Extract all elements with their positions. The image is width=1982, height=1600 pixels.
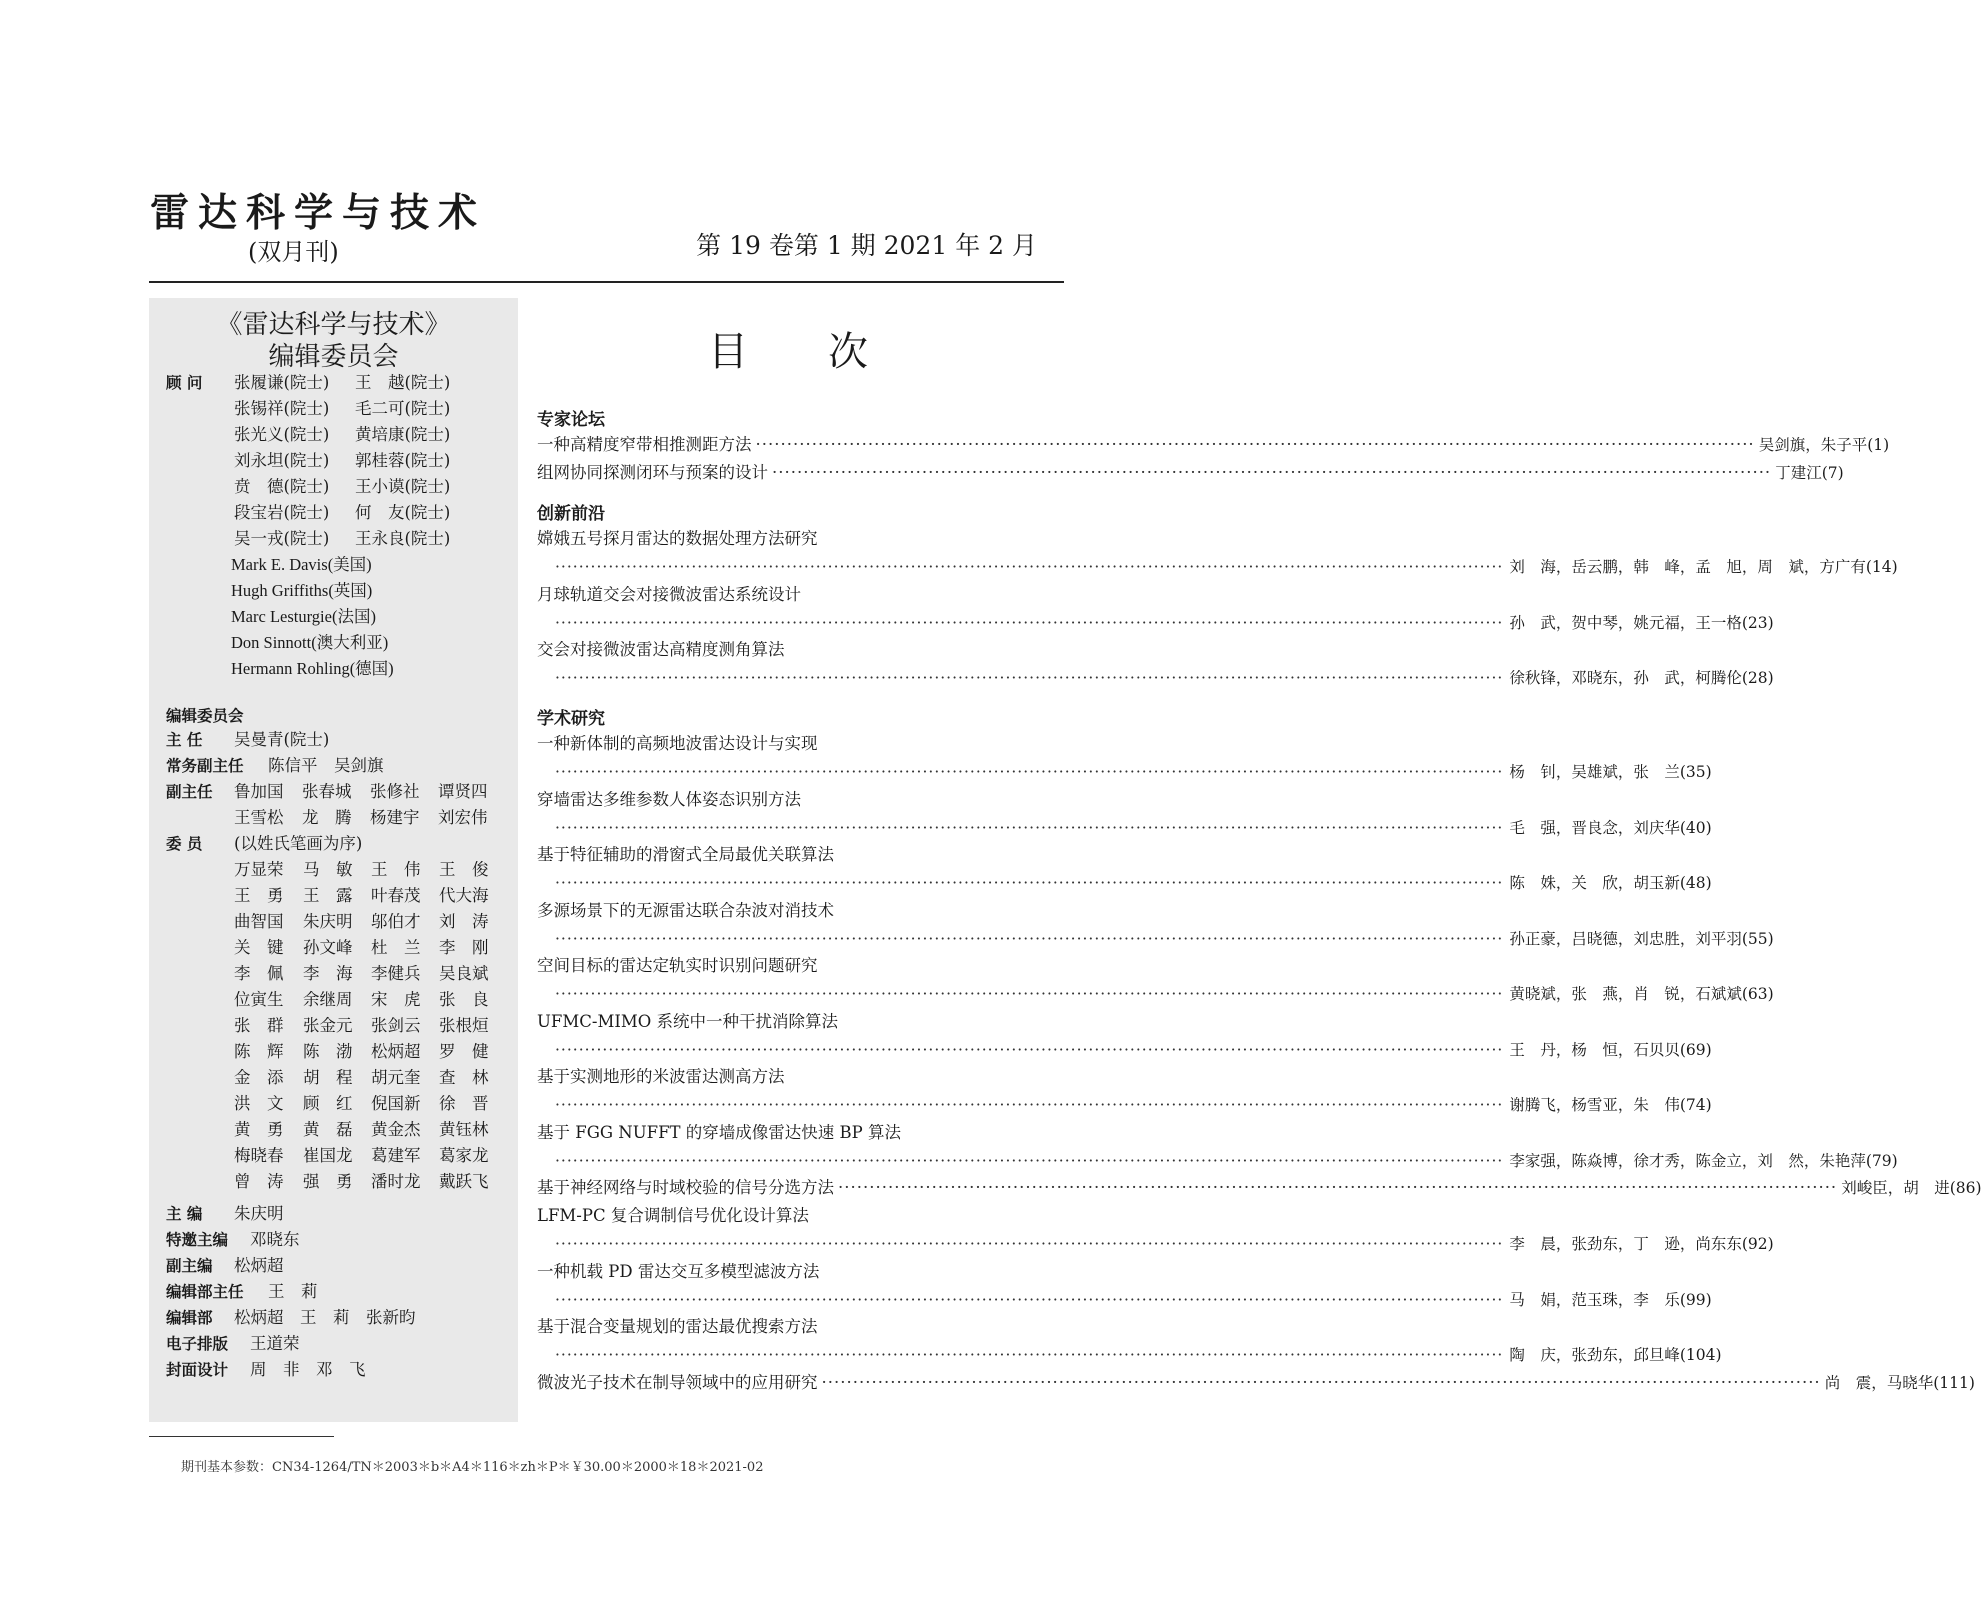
exec-deputy-names: 陈信平 吴剑旗 bbox=[268, 756, 384, 775]
toc-section-heading: 专家论坛 bbox=[537, 410, 605, 430]
toc-entry[interactable] bbox=[537, 1314, 1064, 1340]
toc-entry[interactable] bbox=[537, 637, 1064, 663]
member-name: 松炳超 bbox=[371, 1042, 421, 1061]
toc-entry[interactable] bbox=[537, 842, 1064, 868]
member-name: 王 俊 bbox=[439, 860, 489, 879]
staff-label: 副主编 bbox=[166, 1257, 213, 1275]
member-name: 吴良斌 bbox=[439, 964, 489, 983]
article-authors: 徐秋锋，邓晓东，孙 武，柯腾伦(28) bbox=[1509, 669, 1774, 687]
toc-entry[interactable] bbox=[537, 460, 1844, 486]
leader-dots: ································································································································································ bbox=[555, 1040, 1504, 1059]
member-name: 叶春茂 bbox=[371, 886, 421, 905]
article-authors: 刘 海，岳云鹏，韩 峰，孟 旭，周 斌，方广有(14) bbox=[1509, 558, 1898, 576]
advisor-name: 王 越(院士) bbox=[355, 373, 451, 392]
member-name: 张 群 bbox=[234, 1016, 284, 1035]
article-authors: 王 丹，杨 恒，石贝贝(69) bbox=[1509, 1040, 1712, 1059]
member-name: 代大海 bbox=[439, 886, 489, 905]
article-authors: 陈 姝，关 欣，胡玉新(48) bbox=[1509, 874, 1712, 892]
member-name: 李 刚 bbox=[439, 938, 489, 957]
article-authors: 刘峻臣，胡 进(86) bbox=[1841, 1179, 1982, 1197]
advisor-row bbox=[166, 371, 450, 395]
article-title: 基于实测地形的米波雷达测高方法 bbox=[537, 1067, 785, 1086]
staff-row bbox=[166, 1254, 284, 1278]
deputy-name: 谭贤四 bbox=[438, 782, 488, 801]
toc-entry[interactable] bbox=[537, 1009, 1064, 1035]
article-title: 多源场景下的无源雷达联合杂波对消技术 bbox=[537, 900, 834, 920]
toc-entry[interactable] bbox=[537, 432, 1890, 458]
article-title: 一种机载 PD 雷达交互多模型滤波方法 bbox=[537, 1261, 820, 1281]
toc-entry[interactable] bbox=[537, 1370, 1975, 1396]
member-name: 王 露 bbox=[303, 886, 353, 905]
toc-entry[interactable] bbox=[537, 1259, 1064, 1285]
advisor-name: 段宝岩(院士) bbox=[234, 503, 330, 522]
article-title: 交会对接微波雷达高精度测角算法 bbox=[537, 640, 785, 659]
foreign-advisor: Mark E. Davis(美国) bbox=[231, 555, 372, 574]
footnote: 期刊基本参数：CN34-1264/TN＊2003＊b＊A4＊116＊zh＊P＊￥30.00＊2000＊18＊2021-02 bbox=[181, 1460, 764, 1475]
leader-dots: ································································································································································ bbox=[555, 558, 1504, 576]
foreign-advisor: Hugh Griffiths(英国) bbox=[231, 581, 373, 600]
director-row bbox=[166, 728, 329, 752]
member-name: 刘 涛 bbox=[439, 912, 489, 931]
leader-dots: ································································································································································ bbox=[772, 463, 1772, 482]
leader-dots: ································································································································································ bbox=[555, 613, 1504, 632]
member-name: 潘时龙 bbox=[371, 1172, 421, 1191]
member-name: 陈 渤 bbox=[303, 1042, 353, 1061]
article-title: 基于 FGG NUFFT 的穿墙成像雷达快速 BP 算法 bbox=[537, 1122, 902, 1142]
member-name: 李 海 bbox=[303, 964, 353, 983]
member-name: 胡 程 bbox=[303, 1068, 353, 1087]
editorial-board-panel bbox=[149, 298, 518, 1422]
article-authors: 杨 钊，吴雄斌，张 兰(35) bbox=[1509, 763, 1712, 781]
toc-entry[interactable] bbox=[537, 526, 1064, 552]
member-name: 葛建军 bbox=[371, 1146, 421, 1165]
exec-deputy-row bbox=[166, 754, 384, 778]
article-authors: 丁建江(7) bbox=[1775, 464, 1844, 482]
member-name: 黄钰林 bbox=[439, 1120, 489, 1139]
advisor-name: 王永良(院士) bbox=[355, 529, 451, 548]
member-name: 余继周 bbox=[303, 990, 353, 1009]
article-title: 一种新体制的高频地波雷达设计与实现 bbox=[537, 734, 818, 753]
member-name: 黄 勇 bbox=[234, 1120, 284, 1139]
members-label: 委 员 bbox=[166, 835, 203, 853]
member-name: 葛家龙 bbox=[439, 1146, 489, 1165]
toc-entry-authors-line bbox=[555, 665, 1774, 691]
toc-entry-authors-line bbox=[555, 981, 1774, 1007]
article-authors: 李家强，陈焱博，徐才秀，陈金立，刘 然，朱艳萍(79) bbox=[1509, 1151, 1898, 1170]
advisor-name: 何 友(院士) bbox=[355, 503, 451, 522]
member-name: 梅晓春 bbox=[234, 1146, 284, 1165]
advisor-name: 刘永坦(院士) bbox=[234, 451, 330, 470]
staff-label: 主 编 bbox=[166, 1205, 203, 1223]
advisor-row bbox=[166, 423, 450, 447]
foreign-advisor: Hermann Rohling(德国) bbox=[231, 659, 394, 678]
member-name: 张根烜 bbox=[439, 1016, 489, 1035]
member-name: 陈 辉 bbox=[234, 1042, 284, 1061]
toc-entry-authors-line bbox=[555, 610, 1774, 636]
leader-dots: ································································································································································ bbox=[555, 1235, 1504, 1253]
article-authors: 马 娟，范玉珠，李 乐(99) bbox=[1509, 1290, 1712, 1309]
toc-entry[interactable] bbox=[537, 787, 1064, 813]
member-name: 曾 涛 bbox=[234, 1172, 284, 1191]
advisor-name: 张履谦(院士) bbox=[234, 373, 330, 392]
toc-entry[interactable] bbox=[537, 1203, 1064, 1229]
advisor-row bbox=[166, 449, 450, 473]
member-name: 邬伯才 bbox=[371, 912, 421, 931]
deputy-name: 鲁加国 bbox=[234, 782, 284, 801]
staff-label: 特邀主编 bbox=[166, 1231, 229, 1249]
members-note: (以姓氏笔画为序) bbox=[234, 834, 363, 853]
toc-entry-authors-line bbox=[555, 1148, 1898, 1174]
member-name: 杜 兰 bbox=[371, 938, 421, 957]
leader-dots: ································································································································································ bbox=[555, 985, 1504, 1003]
toc-section-heading: 学术研究 bbox=[537, 709, 605, 729]
issue-info: 第 19 卷第 1 期 2021 年 2 月 bbox=[696, 231, 1037, 260]
member-name: 宋 虎 bbox=[371, 990, 421, 1009]
toc-entry-authors-line bbox=[555, 870, 1712, 896]
deputy-name: 杨建宇 bbox=[370, 808, 420, 827]
member-name: 王 伟 bbox=[371, 860, 421, 879]
foreign-advisor: Marc Lesturgie(法国) bbox=[231, 607, 376, 626]
advisor-name: 郭桂蓉(院士) bbox=[355, 451, 451, 470]
member-name: 张 良 bbox=[439, 990, 489, 1009]
article-authors: 吴剑旗，朱子平(1) bbox=[1758, 436, 1890, 454]
toc-entry-authors-line bbox=[555, 1231, 1774, 1257]
member-name: 徐 晋 bbox=[439, 1094, 489, 1113]
member-name: 位寅生 bbox=[234, 990, 284, 1009]
toc-entry-authors-line bbox=[555, 926, 1774, 952]
article-authors: 尚 震，马晓华(111) bbox=[1824, 1373, 1975, 1392]
advisor-name: 张锡祥(院士) bbox=[234, 399, 330, 418]
leader-dots: ································································································································································ bbox=[838, 1178, 1838, 1197]
leader-dots: ································································································································································ bbox=[555, 1096, 1504, 1114]
member-name: 查 林 bbox=[439, 1068, 489, 1087]
article-title: 组网协同探测闭环与预案的设计 bbox=[537, 463, 768, 482]
article-title: UFMC-MIMO 系统中一种干扰消除算法 bbox=[537, 1011, 839, 1031]
toc-entry-authors-line bbox=[555, 759, 1712, 785]
leader-dots: ································································································································································ bbox=[755, 435, 1755, 454]
advisor-row bbox=[166, 475, 450, 499]
article-title: 一种高精度窄带相推测距方法 bbox=[537, 435, 752, 454]
journal-title: 雷达科学与技术 bbox=[150, 190, 487, 236]
board-title-line1: 《雷达科学与技术》 bbox=[216, 310, 451, 340]
member-name: 关 键 bbox=[234, 938, 284, 957]
member-name: 王 勇 bbox=[234, 886, 284, 905]
staff-value: 王 莉 bbox=[268, 1282, 318, 1301]
staff-row bbox=[166, 1228, 300, 1252]
staff-row bbox=[166, 1202, 284, 1226]
member-name: 戴跃飞 bbox=[439, 1172, 489, 1191]
member-name: 李 佩 bbox=[234, 964, 284, 983]
staff-value: 周 非 邓 飞 bbox=[250, 1360, 366, 1379]
leader-dots: ································································································································································ bbox=[555, 929, 1504, 948]
committee-heading: 编辑委员会 bbox=[166, 707, 244, 725]
toc-section-heading: 创新前沿 bbox=[537, 504, 605, 524]
article-title: 月球轨道交会对接微波雷达系统设计 bbox=[537, 584, 801, 604]
member-name: 黄 磊 bbox=[303, 1120, 353, 1139]
advisor-name: 毛二可(院士) bbox=[355, 399, 451, 418]
leader-dots: ································································································································································ bbox=[555, 669, 1504, 687]
article-authors: 孙 武，贺中琴，姚元福，王一格(23) bbox=[1509, 613, 1774, 632]
header-divider bbox=[149, 281, 1064, 283]
leader-dots: ································································································································································ bbox=[555, 1346, 1504, 1364]
member-name: 万显荣 bbox=[234, 860, 284, 879]
advisor-row bbox=[166, 501, 450, 525]
staff-row bbox=[166, 1280, 318, 1304]
advisor-name: 王小谟(院士) bbox=[355, 477, 451, 496]
leader-dots: ································································································································································ bbox=[821, 1372, 1821, 1392]
foreign-advisor: Don Sinnott(澳大利亚) bbox=[231, 633, 389, 652]
deputy-row bbox=[166, 806, 488, 830]
advisor-row bbox=[166, 527, 450, 551]
member-name: 金 添 bbox=[234, 1068, 284, 1087]
member-name: 黄金杰 bbox=[371, 1120, 421, 1139]
advisor-name: 吴一戎(院士) bbox=[234, 529, 330, 548]
staff-row bbox=[166, 1358, 366, 1382]
member-name: 倪国新 bbox=[371, 1094, 421, 1113]
toc-entry-authors-line bbox=[555, 1092, 1712, 1118]
article-title: LFM-PC 复合调制信号优化设计算法 bbox=[537, 1206, 809, 1225]
staff-label: 编辑部主任 bbox=[166, 1283, 244, 1301]
member-name: 强 勇 bbox=[303, 1172, 353, 1191]
deputy-name: 龙 腾 bbox=[302, 808, 352, 827]
article-title: 微波光子技术在制导领域中的应用研究 bbox=[537, 1372, 818, 1392]
staff-value: 朱庆明 bbox=[234, 1204, 284, 1223]
deputy-name: 张修社 bbox=[370, 782, 420, 801]
toc-entry[interactable] bbox=[537, 1064, 1064, 1090]
toc-entry-authors-line bbox=[555, 1037, 1712, 1063]
toc-entry-authors-line bbox=[555, 1287, 1712, 1313]
staff-label: 封面设计 bbox=[166, 1361, 229, 1379]
advisor-row bbox=[166, 397, 450, 421]
staff-value: 松炳超 王 莉 张新昀 bbox=[234, 1308, 416, 1327]
leader-dots: ································································································································································ bbox=[555, 1290, 1504, 1309]
member-name: 张剑云 bbox=[371, 1016, 421, 1035]
toc-entry[interactable] bbox=[537, 582, 1064, 608]
staff-label: 电子排版 bbox=[166, 1335, 229, 1353]
board-title-line2: 编辑委员会 bbox=[268, 342, 399, 372]
deputy-name: 王雪松 bbox=[234, 808, 284, 827]
toc-entry-authors-line bbox=[555, 1342, 1722, 1368]
staff-label: 编辑部 bbox=[166, 1309, 213, 1327]
toc-entry[interactable] bbox=[537, 1175, 1982, 1201]
journal-frequency: (双月刊) bbox=[248, 238, 339, 266]
toc-entry-authors-line bbox=[555, 815, 1712, 841]
article-title: 基于特征辅助的滑窗式全局最优关联算法 bbox=[537, 845, 834, 864]
article-title: 嫦娥五号探月雷达的数据处理方法研究 bbox=[537, 529, 818, 548]
member-name: 马 敏 bbox=[303, 860, 353, 879]
leader-dots: ································································································································································ bbox=[555, 874, 1504, 892]
article-title: 穿墙雷达多维参数人体姿态识别方法 bbox=[537, 789, 801, 809]
leader-dots: ································································································································································ bbox=[555, 763, 1504, 781]
staff-value: 松炳超 bbox=[234, 1256, 284, 1275]
member-name: 张金元 bbox=[303, 1016, 353, 1035]
deputy-name: 张春城 bbox=[302, 782, 352, 801]
deputy-label: 副主任 bbox=[166, 783, 213, 801]
director-label: 主 任 bbox=[166, 731, 203, 749]
member-name: 曲智国 bbox=[234, 912, 284, 931]
leader-dots: ································································································································································ bbox=[555, 818, 1504, 837]
director-name: 吴曼青(院士) bbox=[234, 730, 330, 749]
article-authors: 毛 强，晋良念，刘庆华(40) bbox=[1509, 818, 1712, 837]
toc-entry-authors-line bbox=[555, 554, 1898, 580]
article-title: 基于神经网络与时域校验的信号分选方法 bbox=[537, 1178, 834, 1197]
toc-entry[interactable] bbox=[537, 953, 1064, 979]
toc-entry[interactable] bbox=[537, 731, 1064, 757]
advisors-label: 顾 问 bbox=[166, 374, 203, 392]
exec-deputy-label: 常务副主任 bbox=[166, 757, 244, 775]
advisor-name: 贲 德(院士) bbox=[234, 477, 330, 496]
member-name: 崔国龙 bbox=[303, 1146, 353, 1165]
toc-entry[interactable] bbox=[537, 1120, 1064, 1146]
advisor-name: 张光义(院士) bbox=[234, 425, 330, 444]
member-name: 罗 健 bbox=[439, 1042, 489, 1061]
article-authors: 黄晓斌，张 燕，肖 锐，石斌斌(63) bbox=[1509, 985, 1774, 1003]
member-name: 孙文峰 bbox=[303, 938, 353, 957]
article-authors: 李 晨，张劲东，丁 逊，尚东东(92) bbox=[1509, 1235, 1774, 1253]
leader-dots: ································································································································································ bbox=[555, 1151, 1504, 1170]
member-name: 朱庆明 bbox=[303, 912, 353, 931]
article-authors: 孙正豪，吕晓德，刘忠胜，刘平羽(55) bbox=[1509, 929, 1774, 948]
staff-value: 邓晓东 bbox=[250, 1230, 300, 1249]
member-name: 李健兵 bbox=[371, 964, 421, 983]
staff-row bbox=[166, 1306, 416, 1330]
article-authors: 陶 庆，张劲东，邱旦峰(104) bbox=[1509, 1346, 1722, 1364]
members-row-header bbox=[166, 832, 362, 856]
member-name: 洪 文 bbox=[234, 1094, 284, 1113]
article-title: 空间目标的雷达定轨实时识别问题研究 bbox=[537, 956, 818, 975]
staff-value: 王道荣 bbox=[250, 1334, 300, 1353]
article-authors: 谢腾飞，杨雪亚，朱 伟(74) bbox=[1509, 1096, 1712, 1114]
toc-entry[interactable] bbox=[537, 898, 1064, 924]
deputy-name: 刘宏伟 bbox=[438, 808, 488, 827]
deputy-row bbox=[166, 780, 488, 804]
advisor-name: 黄培康(院士) bbox=[355, 425, 451, 444]
toc-title: 目次 bbox=[708, 329, 948, 375]
member-name: 胡元奎 bbox=[371, 1068, 421, 1087]
staff-row bbox=[166, 1332, 300, 1356]
article-title: 基于混合变量规划的雷达最优搜索方法 bbox=[537, 1317, 818, 1336]
member-name: 顾 红 bbox=[303, 1094, 353, 1113]
footnote-divider bbox=[149, 1436, 334, 1437]
